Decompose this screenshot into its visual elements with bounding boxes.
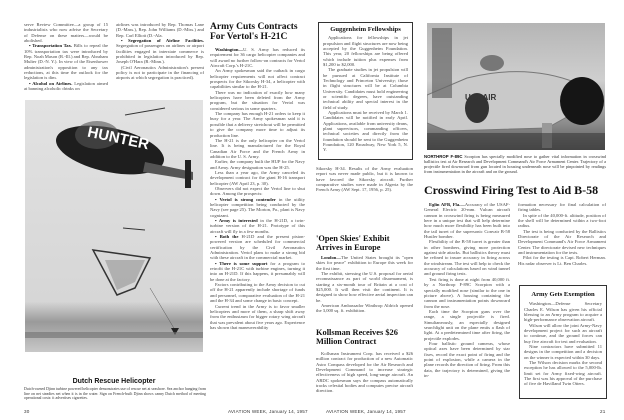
paragraph: Washington—Defense Secretary Charles E. Wilson has given his official blessing to an Army program to acquire a high-performance observation aircraft. xyxy=(524,301,602,323)
paragraph: (Civil Aeronautics Administration's present policy is not to participate in the financing of airports at which segregation is practiced). xyxy=(116,64,204,81)
bullet-text: in the utility helicopter competition being conducted by the Navy (see page 25). The Morton, Pa., plant is Navy cognizant. xyxy=(210,196,305,218)
paragraph: Earlier, the company built the HUP for the Navy and Army. Army designation was the H-25. xyxy=(210,159,305,170)
caption-text: Scorpion has specially modified nose to gather vital information in crosswind ballistics test at Air Research and Development Command's Air Force Armament Center. Trajectory of a projectile fired downward from gun located in housing underneath nose will be pinpointed by readings from instrumentation in the aircraft and on the ground. xyxy=(424,154,606,175)
exemption-body xyxy=(524,301,602,387)
paragraph: American Ambassador Winthrop Aldrich opened the 3,000 sq. ft. exhibition. xyxy=(316,303,413,314)
vertol-body xyxy=(210,47,305,402)
caption-lead: NORTHROP F-89C xyxy=(424,154,463,159)
paragraph: Kollsman Instrument Corp. has received a $26 million contract for production of a new Automatic Astro Compass developed for the Air Research and Development Command to increase strategic effectiveness of high speed, long-range aircraft. An ARDC spokesman says the compass automatically tracks celestial bodies and computes precise aircraft direction. xyxy=(316,351,413,394)
bullet-text: in the H-21D, a twin-turbine version of the H-21. Prototype of this aircraft will fly in a few months. xyxy=(210,218,305,234)
bullet-lead: • Both the xyxy=(215,234,239,240)
paragraph: serve Review Committee—a group of 15 industrialists who now advise the Secretary of Defense on these matters—would be abolished. xyxy=(24,22,108,44)
bullet-text: Bills to repeal the 10% transportation tax were introduced by Rep. Noah Mason (R.-Ill.) and Rep. Abraham Multer (D.-N. Y.). In view of the Eisenhower administration's opposition to any tax reductions, at this time the outlook for the legislation is dim. xyxy=(24,43,108,81)
bullet-text: Legislation aimed at banning alcoholic drinks on xyxy=(24,80,108,92)
helicopter-photo xyxy=(25,100,203,352)
scorpion-photo xyxy=(427,23,605,150)
paragraph xyxy=(424,202,510,239)
bullet-lead: • Army is interested xyxy=(215,218,258,223)
photo-title: Dutch Rescue Helicopter xyxy=(72,378,156,385)
paragraph: Flexibility of the B-58 turret is greater than in other bombers, giving more protection against side attacks. But ballistics theory must be refined to insure accuracy in firing across the windstream. The test will help to check the accuracy of calculations based on wind tunnel and ground firing tests. xyxy=(424,239,510,277)
aircraft-illustration xyxy=(427,23,605,150)
left-col-1 xyxy=(24,22,108,94)
exemption-headline: Army Gets Exemption xyxy=(531,291,595,298)
bullet-text: H-21D and the present piston-powered version are scheduled for commercial certification by the Civil Aeronautics Administration. Vertol plans to make a strong bid with these aircraft in the commercial market. xyxy=(210,234,305,261)
paragraph: Factors contributing to the Army decision to cut off the H-21 apparently include shortage of funds and personnel, comparative evaluation of the H-21 and the H-34 and some change in basic concept. xyxy=(210,282,305,304)
bullet-item xyxy=(210,218,305,234)
guggenheim-box xyxy=(318,22,413,160)
crosswind-col-2 xyxy=(518,202,606,282)
paragraph: Sikorsky H-34. Results of the Army evaluation report was never made public, but it is known to have favored the Sikorsky aircraft. Further comparative studies were made in Algeria by the French Army (AW Sept. 17, 1956, p. 25). xyxy=(316,166,413,193)
hunter-lettering: HUNTER xyxy=(85,123,151,154)
paragraph: Nine contractors have submitted 11 designs in the competition and a decision on the winner is expected within 30 days. xyxy=(524,344,602,360)
guggenheim-headline: Guggenheim Fellowships xyxy=(330,26,401,33)
dateline: Washington— xyxy=(215,47,244,52)
crosswind-headline: Crosswind Firing Test to Aid B-58 xyxy=(424,183,599,197)
paragraph xyxy=(316,255,413,271)
paragraph: The H-21 is the only helicopter on the Vertol line. It is being manufactured for the Royal Canadian Air Force and the French Army in addition to the U. S. Army. xyxy=(210,137,305,159)
bullet-lead: • Transportation Tax. xyxy=(29,43,73,49)
paragraph: Applications must be received by March 1. Candidates will be notified in early April. Applications, available from university deans, plant supervisors, commanding officers, technical societies and directly from the foundation should be sent to the Guggenheim Foundation, 120 Broadway, New York 5, N. Y. xyxy=(323,110,408,153)
paragraph: Applications for fellowships in jet propulsion and flight structures are now being accepted by the Guggenheim Foundation. This year, 20 fellowships are being offered which include tuition plus expenses from $1,200 to $2,000. xyxy=(323,35,408,67)
crosswind-col-1 xyxy=(424,202,510,400)
bullet-lead: • Alcohol on Airlines. xyxy=(29,80,73,86)
paragraph: The Wilson decision marks the second exception he has allowed to the 5,000-lb. limit set for Army fixed-wing aircraft. The first was his approval of the purchase of five de Havilland Twin Otters. xyxy=(524,360,602,387)
paragraph: Four ballistic ground cameras, whose optical axes have been determined by star fixes, record the exact point of firing and the point of explosion, while a camera in the plane records the direction of firing. From this data, the trajectory is determined, giving the in- xyxy=(424,340,510,378)
page-number: 21 xyxy=(600,409,606,414)
bullet-lead: • Vertol is strong contender xyxy=(215,196,276,202)
page-number: 30 xyxy=(24,409,30,414)
bullet-item xyxy=(24,43,108,80)
bullet-item xyxy=(116,38,204,65)
guggenheim-body xyxy=(323,35,408,153)
paragraph: airlines was introduced by Rep. Thomas Lane (D.-Mass.), Rep. John Williams (D.-Miss.) and Rep. Carl Elliott (D.-Ala. xyxy=(116,22,204,38)
paragraph: The graduate studies in jet propulsion will be pursued at California Institute of Technology and Princeton University; those in flight structures will be at Columbia University. Candidates must hold engineering or scientific degrees, have outstanding technical ability and special interest in the field of study. xyxy=(323,67,408,110)
bullet-item xyxy=(24,81,108,92)
paragraph: The test is being conducted by the Ballistics Directorate of the Air Research and Development Command's Air Force Armament Center. The directorate devised new techniques and instrumentation for the tests. xyxy=(518,228,606,256)
left-col-2 xyxy=(116,22,204,94)
paragraph: Current trend in the Army is to favor smaller helicopters and more of them, a sharp shift away from the enthusiasm for bigger rotary wing aircraft that was prevalent about five years ago. Experience has shown that maneuverability xyxy=(210,303,305,330)
paragraph xyxy=(210,47,305,68)
bullet-text: for a program to retrofit the H-21C with turbine engines, turning it into an H-21D. If this happens, it presumably will be done at the factory. xyxy=(210,260,305,282)
footer: AVIATION WEEK, January 14, 1957 xyxy=(326,409,406,414)
vertol-headline: Army Cuts Contracts For Vertol's H-21C xyxy=(210,22,298,43)
paragraph: Each time the Scorpion guns over the range, a single projectile is fired. Simultaneously, an especially designed searchlight unit on the plane emits a flash of light. At a predetermined time after firing, the projectile explodes. xyxy=(424,308,510,341)
kollsman-body xyxy=(316,351,413,399)
photo-caption: Dutch-owned Djinn turbine powered helicopter demonstrates use of rescue net at seashore. Sea anchor hanging from line on net steadies net when it is in the water. Sign on French-built Djinn shows canny Dutch method of meeting operational costs: it advertises cigarettes. xyxy=(24,387,206,401)
bullet-lead: • Segregation of Airline Facilities. xyxy=(121,38,204,44)
open-skies-body xyxy=(316,255,413,318)
paragraph: formation necessary for final calculation of firing tables. xyxy=(518,202,606,213)
paragraph: Test firing is done at night from 40,000 ft. by a Northrop F-89C Scorpion with a specially modified nose (similar to the one in picture above). A housing containing the cannon and instrumentation points downward from the nose. xyxy=(424,276,510,309)
dateline: London— xyxy=(321,255,341,260)
paragraph-text: The United States brought its "open skies for peace" exhibition to Europe this week for the first time. xyxy=(316,255,413,271)
paragraph: The exhibit, stressing the U.S. proposal for aerial reconnaissance as part of world disarmament, is starting a six-month tour of Britain at a cost of $25,000. It will then visit the continent. It is designed to show how effective aerial inspection can be. xyxy=(316,271,413,303)
vertol-continuation xyxy=(316,166,413,210)
paragraph: An Army spokesman said the cutback in cargo helicopter requirements will not affect contract prospects for the Sikorsky H-34, a helicopter with capabilities similar to the H-21. xyxy=(210,68,305,90)
paragraph: Observers did not expect the Vertol line to shut down. Among the prospects: xyxy=(210,185,305,197)
kollsman-headline: Kollsman Receives $26 Million Contract xyxy=(316,328,398,347)
paragraph: Wilson will allow the joint Army-Navy development project for such an aircraft to continue, and the ground forces can buy five aircraft for test and evaluation. xyxy=(524,322,602,344)
footer: AVIATION WEEK, January 14, 1957 xyxy=(228,409,308,414)
paragraph: In spite of the 40,000-ft. altitude, position of the shell will be determined within a two-foot radius. xyxy=(518,212,606,229)
paragraph: Less than a year ago, the Army canceled its development contract for the giant H-16 transport helicopter (AW April 23, p. 30). xyxy=(210,169,305,186)
paragraph-text: Accuracy of the USAF-General Electric 20-mm. Vulcan aircraft cannon in crosswind firing is being measured here in a unique test that will help determine how much more flexibility has been built into the tail turret of the supersonic Convair B-58 Hustler bomber. xyxy=(424,202,510,240)
bullet-item xyxy=(210,261,305,282)
bullet-item xyxy=(210,234,305,261)
army-exemption-box xyxy=(519,285,607,399)
paragraph: There was no indication of exactly how many helicopters have been deleted from the Army program, but the situation for Vertol was considered serious in some quarters. xyxy=(210,89,305,111)
bullet-lead: • There is some support xyxy=(215,260,268,266)
paragraph-text: U. S. Army has reduced its requirement for 36 cargo helicopter companies and will award no further follow-on contracts for Vertol Aircraft Corp.'s H-21C. xyxy=(210,47,305,69)
open-skies-headline: 'Open Skies' Exhibit Arrives in Europe xyxy=(316,234,390,253)
scorpion-caption xyxy=(424,154,606,174)
bullet-item xyxy=(210,197,305,218)
bullet-text: Segregation of passengers on airlines or airport facilities engaged in interstate commerce is prohibited in legislation introduced by Rep. Joseph O'Hara (R.-Minn.). xyxy=(116,43,204,65)
paragraph: The company has enough H-21 orders to keep it busy for a year. The Army spokesman said it is possible that a delivery stretchout will be permitted to give the company more time to adjust its production line. xyxy=(210,111,305,138)
dateline: Eglin AFB, Fla.— xyxy=(429,202,465,207)
paragraph: Pilot for the testing is Capt. Robert Herman. His radar observer is Lt. Ben Charles. xyxy=(518,255,606,266)
usaf-lettering: U.S. AIR xyxy=(465,93,497,102)
